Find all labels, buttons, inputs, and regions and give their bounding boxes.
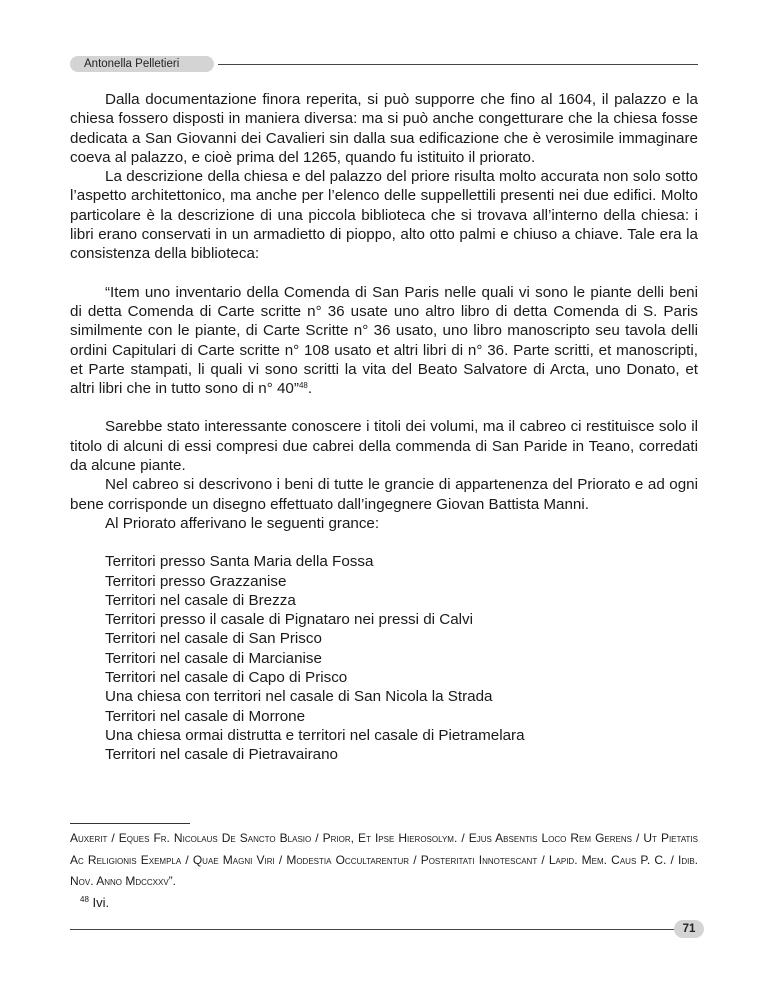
page-number: 71 bbox=[674, 920, 704, 938]
list-item: Territori nel casale di Brezza bbox=[105, 591, 296, 609]
list-item: Territori presso Grazzanise bbox=[105, 572, 287, 590]
list-item: Territori nel casale di Morrone bbox=[105, 707, 306, 725]
footnotes bbox=[70, 828, 698, 913]
footnote-48-number: 48 bbox=[80, 894, 89, 904]
list-item: Territori nel casale di Marcianise bbox=[105, 649, 322, 667]
paragraph-4: Nel cabreo si descrivono i beni di tutte le grancie di appartenenza del Priorato e ad ogni bene corrisponde un disegno effettuato dall’ingegnere Giovan Battista Manni. bbox=[70, 476, 698, 513]
footnote-continued: Auxerit / Eques Fr. Nicolaus De Sancto Blasio / Prior, Et Ipse Hierosolym. / Ejus Absentis Loco Rem Gerens / Ut Pietatis Ac Religionis Exempla / Quae Magni Viri / Modestia Occultarentur / Posteritati Innotescant / Lapid. Mem. Caus P. C. / Idib. Nov. Anno Mdccxxv”. bbox=[70, 831, 698, 888]
paragraph-3: Sarebbe stato interessante conoscere i titoli dei volumi, ma il cabreo ci restituisce solo il titolo di alcuni di essi compresi due cabrei della commenda di San Paride in Teano, corredati da alcune piante. bbox=[70, 418, 698, 475]
list-item: Una chiesa con territori nel casale di San Nicola la Strada bbox=[105, 688, 493, 706]
paragraph-5: Al Priorato afferivano le seguenti grance: bbox=[105, 514, 380, 532]
list-item: Una chiesa ormai distrutta e territori nel casale di Pietramelara bbox=[105, 726, 525, 744]
quote-end: . bbox=[307, 380, 313, 398]
inventory-quote bbox=[70, 283, 698, 399]
quote-text: “Item uno inventario della Comenda di San Paris nelle quali vi sono le piante delli beni di detta Comenda di Carte scritte n° 36 usate uno altro libro di detta Comenda di S. Paris similmente con le piante, di Carte Scritte n° 36 usato, uno libro manoscripto seu tavola delli ordini Capitulari di Carte scritte n° 108 usato et altri libri di n° 36. Parte scritti, et manoscripti, et Parte stampati, li quali vi sono scritti la vita del Beato Salvatore di Arcta, uno Donato, et altri libri che in tutto sono di n° 40” bbox=[70, 283, 698, 398]
grance-list bbox=[70, 552, 698, 764]
paragraph-2: La descrizione della chiesa e del palazzo del priore risulta molto accurata non solo sotto l’aspetto architettonico, ma anche per l’elenco delle suppellettili presenti nei due edifici. Molto particolare è la descrizione di una piccola biblioteca che si trovava all’interno della chiesa: i libri erano conservati in un armadietto di pioppo, alto otto palmi e chiuso a chiave. Tale era la consistenza della biblioteca: bbox=[70, 168, 698, 263]
footnote-48-text: Ivi. bbox=[92, 894, 110, 910]
list-item: Territori presso Santa Maria della Fossa bbox=[105, 553, 374, 571]
list-item: Territori presso il casale di Pignataro nei pressi di Calvi bbox=[105, 611, 474, 629]
list-item: Territori nel casale di Capo di Prisco bbox=[105, 669, 348, 687]
list-item: Territori nel casale di Pietravairano bbox=[105, 746, 338, 764]
author-name: Antonella Pelletieri bbox=[70, 56, 214, 72]
list-item: Territori nel casale di San Prisco bbox=[105, 630, 322, 648]
footer-rule bbox=[70, 929, 678, 930]
footnote-48 bbox=[70, 893, 698, 913]
footnote-rule bbox=[70, 823, 190, 824]
paragraph-1: Dalla documentazione finora reperita, si può supporre che fino al 1604, il palazzo e la chiesa fossero disposti in maniera diversa: ma si può anche congetturare che la chiesa fosse dedicata a San Giovanni dei Cavalieri sin dalla sua edificazione che è verosimile immaginare coeva al palazzo, e cioè prima del 1265, quando fu istituito il priorato. bbox=[70, 91, 698, 166]
footnote-ref-48: 48 bbox=[298, 381, 308, 391]
main-text bbox=[70, 90, 698, 765]
running-header bbox=[70, 55, 698, 73]
header-rule bbox=[218, 64, 698, 65]
